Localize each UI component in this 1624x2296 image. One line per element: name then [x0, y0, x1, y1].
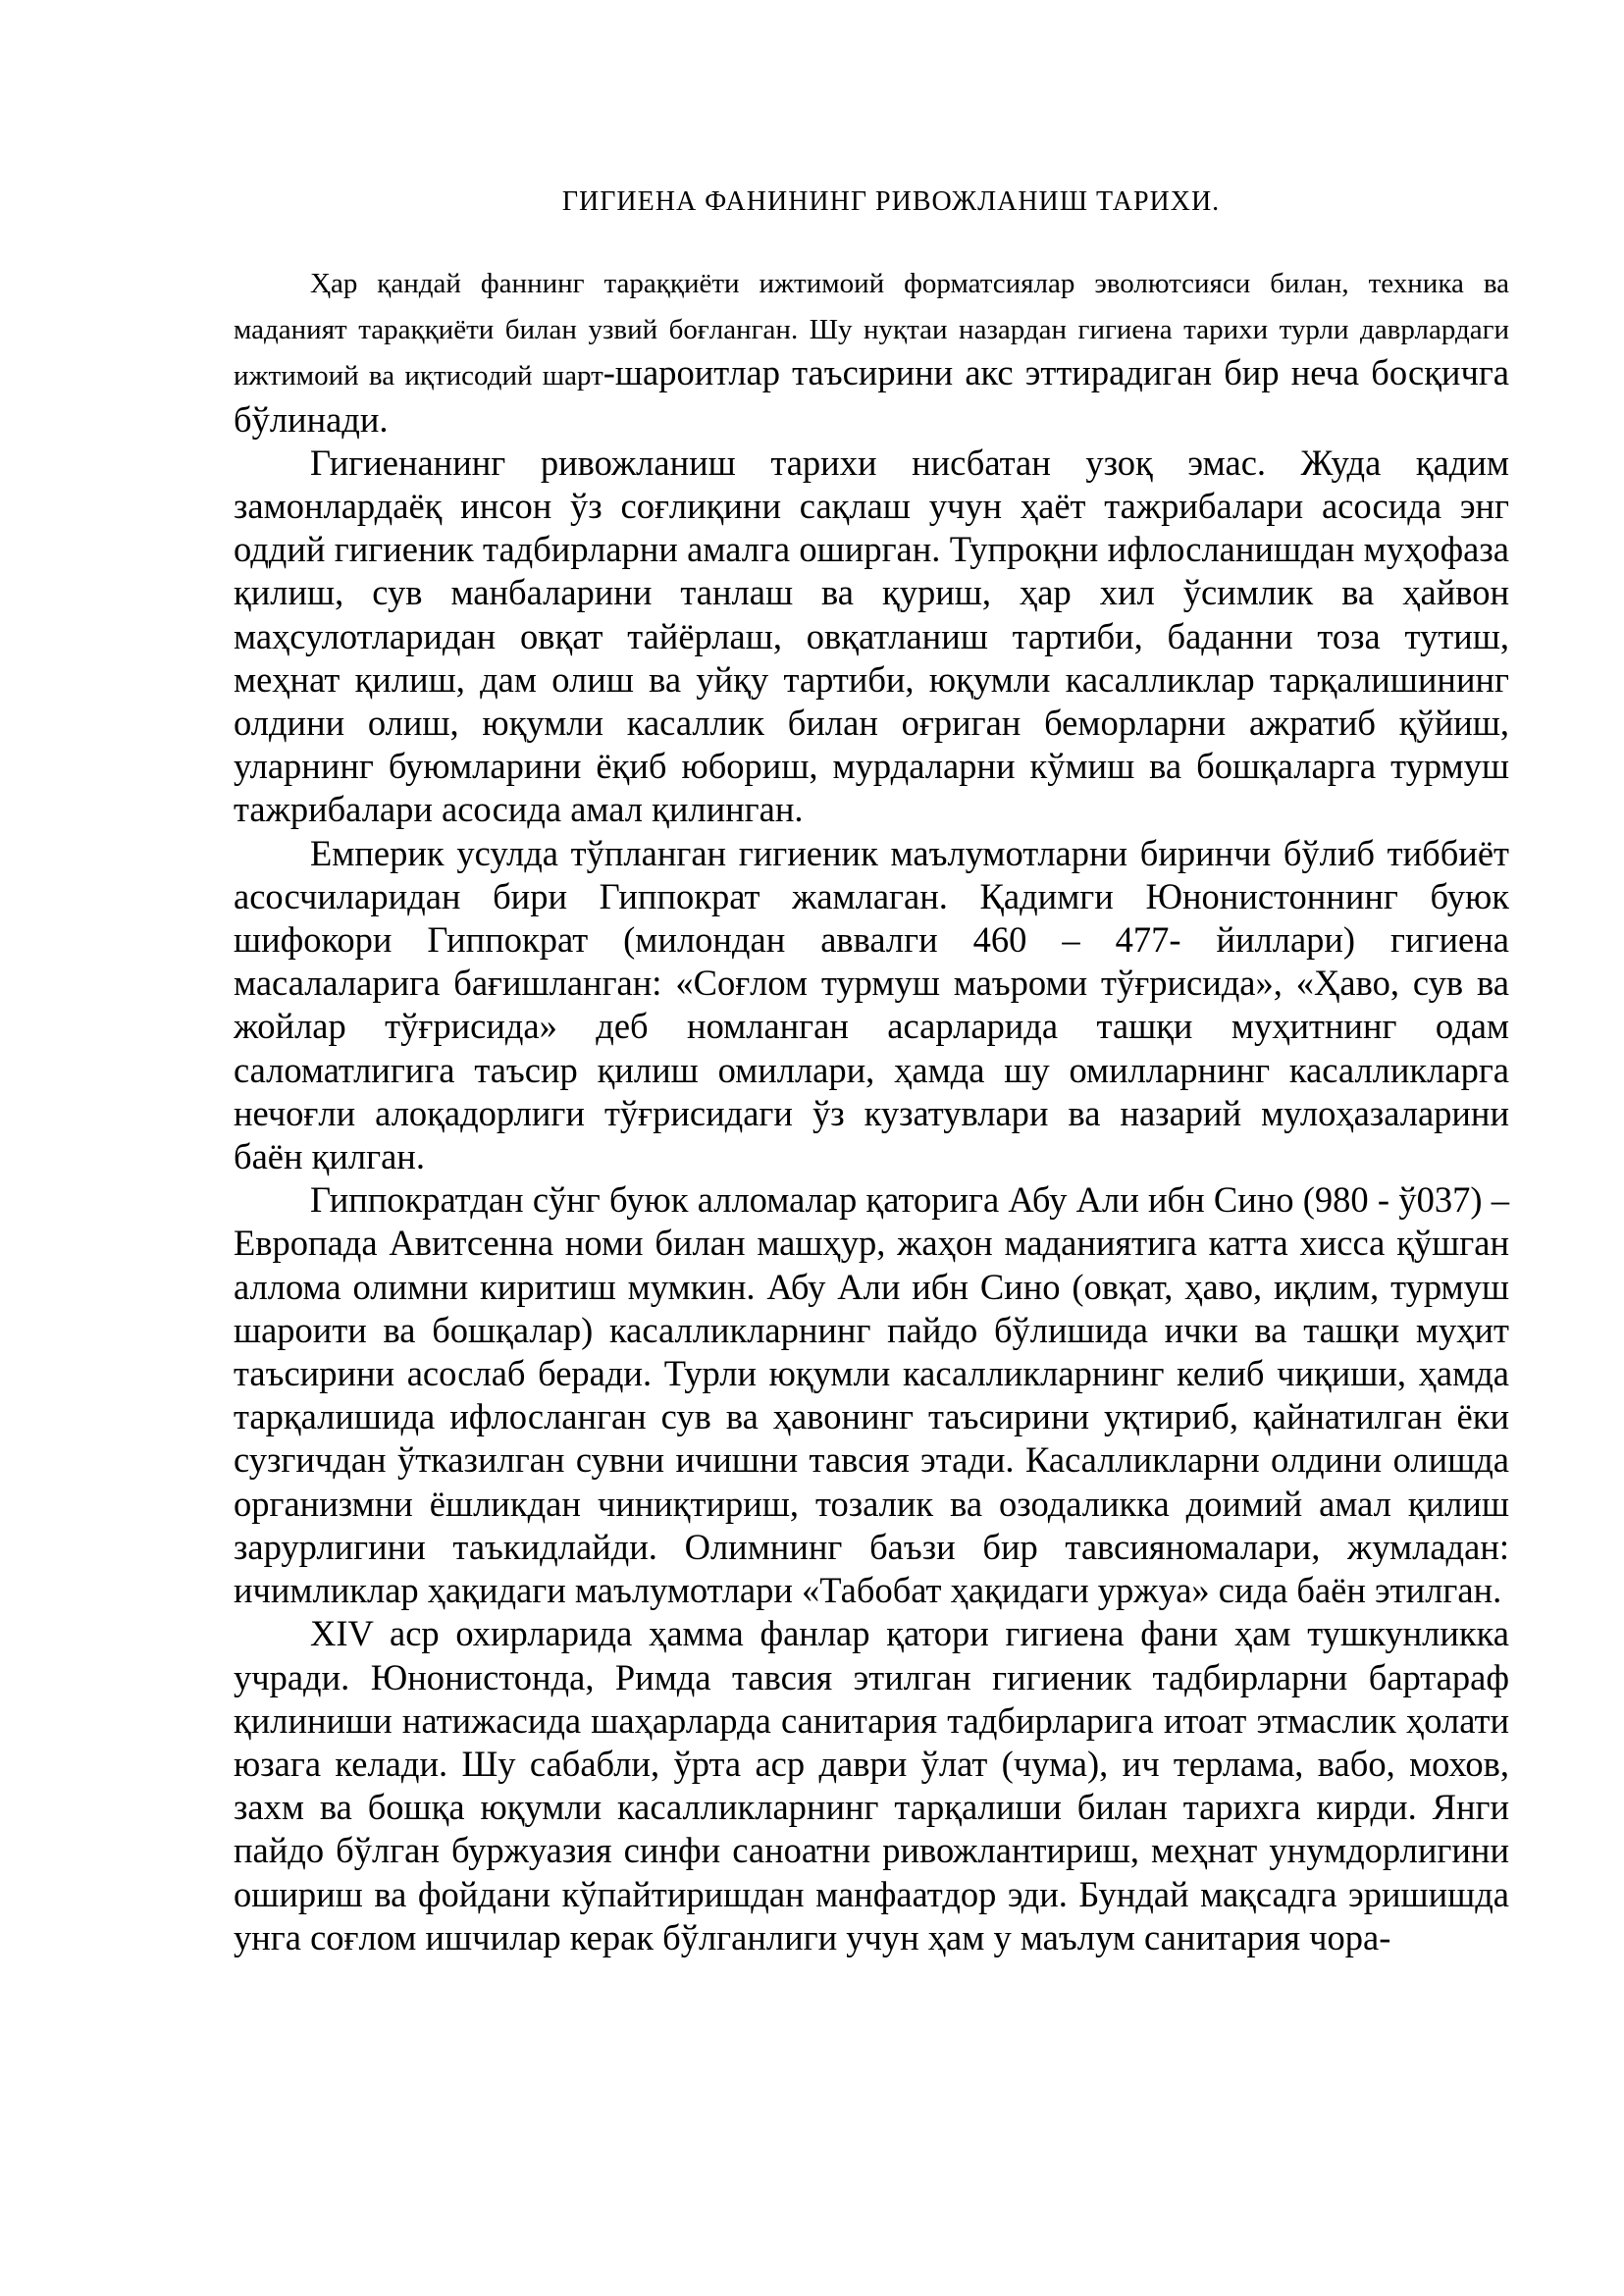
paragraph-ibn-sino: Гиппократдан сўнг буюк алломалар қаторига Абу Али ибн Сино (980 - ў037) – Европада Авитсенна номи билан машҳур, жаҳон маданиятига катта хисса қўшган аллома олимни киритиш мумкин. Абу Али ибн Сино (овқат, ҳаво, иқлим, турмуш шароити ва бошқалар) касалликларнинг пайдо бўлишида ички ва ташқи муҳит таъсирини асослаб беради. Турли юқумли касалликларнинг келиб чиқиши, ҳамда тарқалишида ифлосланган сув ва ҳавонинг таъсирини уқтириб, қайнатилган ёки сузгичдан ўтказилган сувни ичишни тавсия этади. Касалликларни олдини олишда организмни ёшликдан чиниқтириш, тозалик ва озодаликка доимий амал қилиш зарурлигини таъкидлайди. Олимнинг баъзи бир тавсияномалари, жумладан: ичимликлар ҳақидаги маълумотлари «Табобат ҳақидаги уржуа» сида баён этилган. [234, 1179, 1509, 1611]
intro-small-text: Ҳар қандай фаннинг тараққиёти ижтимоий форматсиялар эволютсияси билан, техника ва маданият тараққиёти билан узвий боғланган. Шу нуқтаи назардан гигиена тарихи турли даврлардаги ижтимоий ва иқтисодий шарт [234, 268, 1509, 392]
intro-paragraph [234, 259, 1509, 442]
intro-rest-text: -шароитлар таъсирини акс эттирадиган бир неча босқичга бўлинади. [234, 352, 1509, 440]
document-page [234, 186, 1509, 1959]
paragraph-middle-ages: XIV аср охирларида ҳамма фанлар қатори гигиена фани ҳам тушкунликка учради. Юнонистонда, Римда тавсия этилган гигиеник тадбирларни бартараф қилиниши натижасида шаҳарларда санитария тадбирларига итоат этмаслик ҳолати юзага келади. Шу сабабли, ўрта аср даври ўлат (чума), ич терлама, вабо, мохов, захм ва бошқа юқумли касалликларнинг тарқалиши билан тарихга кирди. Янги пайдо бўлган буржуазия синфи саноатни ривожлантириш, меҳнат унумдорлигини ошириш ва фойдани кўпайтиришдан манфаатдор эди. Бундай мақсадга эришишда унга соғлом ишчилар керак бўлганлиги учун ҳам у маълум санитария чора- [234, 1613, 1509, 1957]
page-title: ГИГИЕНА ФАНИНИНГ РИВОЖЛАНИШ ТАРИХИ. [561, 186, 1221, 217]
paragraph-hippocrates: Емперик усулда тўпланган гигиеник маълумотларни биринчи бўлиб тиббиёт асосчиларидан бири Гиппократ жамлаган. Қадимги Юнонистоннинг буюк шифокори Гиппократ (милондан аввалги 460 – 477- йиллари) гигиена масалаларига бағишланган: «Соғлом турмуш маъроми тўғрисида», «Ҳаво, сув ва жойлар тўғрисида» деб номланган асарларида ташқи муҳитнинг одам саломатлигига таъсир қилиш омиллари, ҳамда шу омилларнинг касалликларга нечоғли алоқадорлиги тўғрисидаги ўз кузатувлари ва назарий мулоҳазаларини баён қилган. [234, 832, 1509, 1177]
paragraph-early-hygiene: Гигиенанинг ривожланиш тарихи нисбатан узоқ эмас. Жуда қадим замонлардаёқ инсон ўз соғлиқини сақлаш учун ҳаёт тажрибалари асосида энг оддий гигиеник тадбирларни амалга оширган. Тупроқни ифлосланишдан муҳофаза қилиш, сув манбаларини танлаш ва қуриш, ҳар хил ўсимлик ва ҳайвон маҳсулотларидан овқат тайёрлаш, овқатланиш тартиби, баданни тоза тутиш, меҳнат қилиш, дам олиш ва уйқу тартиби, юқумли касалликлар тарқалишининг олдини олиш, юқумли касаллик билан оғриган беморларни ажратиб қўйиш, уларнинг буюмларини ёқиб юбориш, мурдаларни кўмиш ва бошқаларга турмуш тажрибалари асосида амал қилинган. [234, 442, 1509, 830]
